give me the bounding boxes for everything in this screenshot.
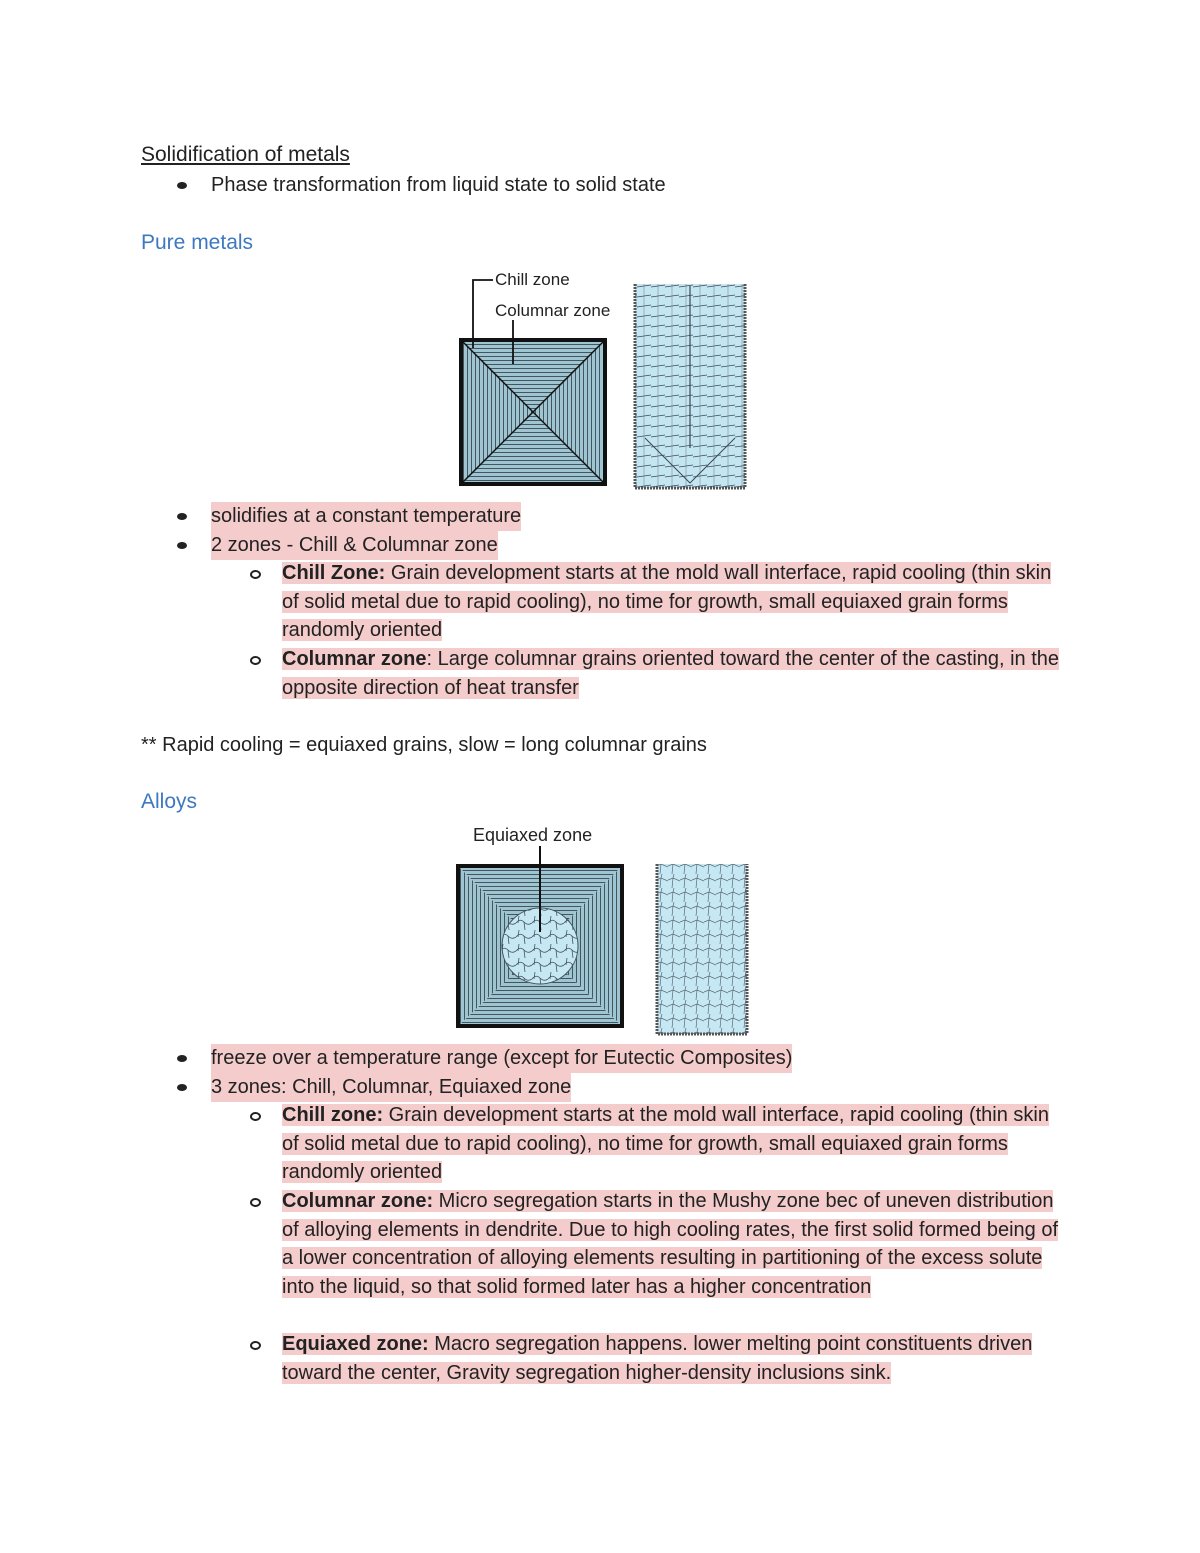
pure-sub-term-columnar: Columnar zone (282, 648, 427, 670)
bullet-icon (177, 513, 187, 520)
pure-sub-text-columnar: : Large columnar grains oriented toward the center of the casting, in the opposite direction of heat transfer (282, 648, 1060, 699)
alloy-sub-term-columnar: Columnar zone: (282, 1190, 434, 1212)
label-columnar-zone: Columnar zone (495, 301, 611, 320)
bullet-icon (177, 542, 187, 549)
alloy-sub-text-columnar: Micro segregation starts in the Mushy zone bec of uneven distribution of alloying elements in dendrite. Due to high cooling rates, the first solid formed being of a lower concentration of alloying elements resulting in partitioning of the excess solute into the liquid, so that solid formed later has a higher concentration (282, 1190, 1058, 1298)
alloy-sub-text-equiaxed: Macro segregation happens. lower melting point constituents driven toward the center, Gravity segregation higher-density inclusions sink. (282, 1333, 1033, 1384)
pure-bullet-2: 2 zones - Chill & Columnar zone (211, 531, 498, 560)
bullet-icon (177, 1055, 187, 1062)
alloy-bullet-1: freeze over a temperature range (except for Eutectic Composites) (211, 1044, 792, 1073)
pure-metal-longitudinal-section (635, 284, 745, 488)
bullet-icon (177, 182, 187, 189)
alloy-longitudinal-section (657, 864, 747, 1034)
chill-zone-leader (473, 280, 493, 348)
pure-sub-term-chill: Chill Zone: (282, 562, 386, 584)
section-heading-alloys: Alloys (141, 790, 198, 813)
label-chill-zone: Chill zone (495, 270, 570, 289)
cooling-note: ** Rapid cooling = equiaxed grains, slow = long columnar grains (141, 734, 707, 756)
bullet-icon (177, 1084, 187, 1091)
alloy-sub-term-chill: Chill zone: (282, 1104, 384, 1126)
alloy-bullet-2: 3 zones: Chill, Columnar, Equiaxed zone (211, 1073, 571, 1102)
circle-bullet-icon (250, 1198, 261, 1207)
pure-sub-text-chill: Grain development starts at the mold wall interface, rapid cooling (thin skin of solid metal due to rapid cooling), no time for growth, small equiaxed grain forms randomly oriented (282, 562, 1052, 642)
alloy-sub-term-equiaxed: Equiaxed zone: (282, 1333, 429, 1355)
alloy-sub-text-chill: Grain development starts at the mold wall interface, rapid cooling (thin skin of solid metal due to rapid cooling), no time for growth, small equiaxed grain forms randomly oriented (282, 1104, 1049, 1184)
pure-bullet-1: solidifies at a constant temperature (211, 502, 521, 531)
circle-bullet-icon (250, 1112, 261, 1121)
page-title: Solidification of metals (141, 143, 350, 166)
circle-bullet-icon (250, 570, 261, 579)
alloy-grain-figure (452, 846, 752, 1038)
intro-bullet-text: Phase transformation from liquid state to solid state (211, 174, 666, 196)
section-heading-pure-metals: Pure metals (141, 231, 254, 254)
pure-metal-square-section (461, 340, 605, 484)
label-equiaxed-zone: Equiaxed zone (473, 825, 593, 845)
circle-bullet-icon (250, 656, 261, 665)
circle-bullet-icon (250, 1341, 261, 1350)
